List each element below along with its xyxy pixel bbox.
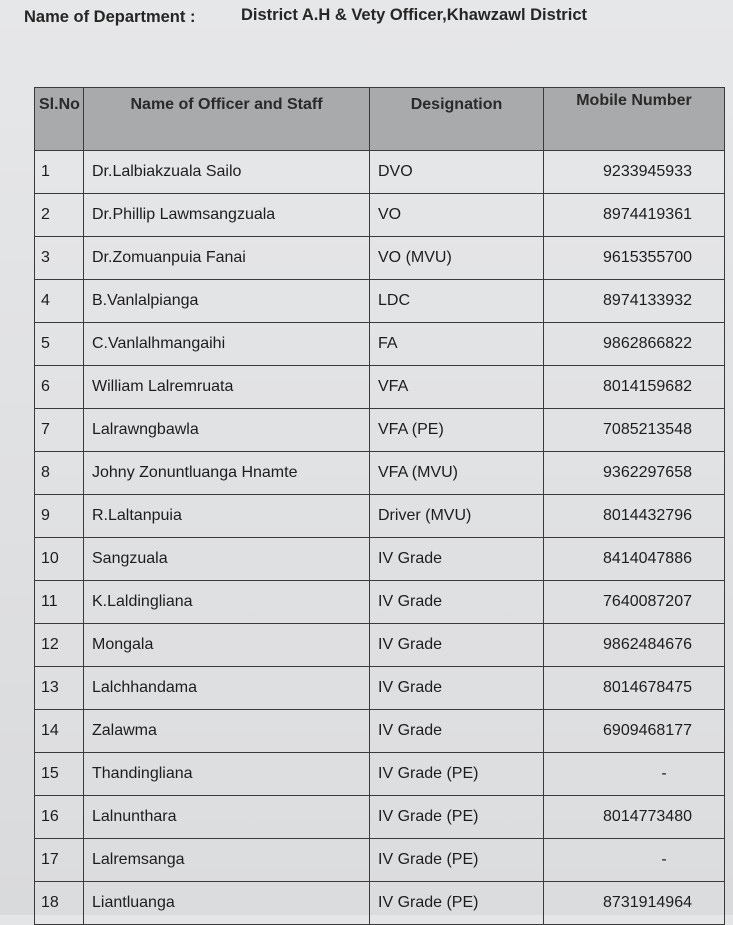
- cell-mobile: 8974133932: [544, 280, 725, 323]
- table-row: [35, 581, 725, 624]
- cell-designation: IV Grade: [370, 624, 544, 667]
- cell-name: Lalremsanga: [84, 839, 370, 882]
- table-row: [35, 796, 725, 839]
- cell-mobile: 6909468177: [544, 710, 725, 753]
- cell-sl-no: 8: [35, 452, 84, 495]
- table-row: [35, 323, 725, 366]
- table-header: [35, 88, 725, 151]
- cell-mobile: 8414047886: [544, 538, 725, 581]
- cell-name: Dr.Lalbiakzuala Sailo: [84, 151, 370, 194]
- cell-designation: IV Grade: [370, 581, 544, 624]
- cell-sl-no: 1: [35, 151, 84, 194]
- cell-mobile: 7640087207: [544, 581, 725, 624]
- cell-name: Johny Zonuntluanga Hnamte: [84, 452, 370, 495]
- cell-designation: LDC: [370, 280, 544, 323]
- cell-name: K.Laldingliana: [84, 581, 370, 624]
- cell-mobile: 8014678475: [544, 667, 725, 710]
- cell-designation: FA: [370, 323, 544, 366]
- table-row: [35, 237, 725, 280]
- cell-designation: IV Grade (PE): [370, 839, 544, 882]
- column-header-mobile: Mobile Number: [544, 88, 725, 151]
- cell-name: Sangzuala: [84, 538, 370, 581]
- table-row: [35, 667, 725, 710]
- cell-sl-no: 13: [35, 667, 84, 710]
- cell-mobile: 9862484676: [544, 624, 725, 667]
- cell-sl-no: 10: [35, 538, 84, 581]
- cell-name: Lalchhandama: [84, 667, 370, 710]
- cell-sl-no: 17: [35, 839, 84, 882]
- cell-mobile: 8974419361: [544, 194, 725, 237]
- cell-designation: IV Grade (PE): [370, 882, 544, 925]
- cell-designation: DVO: [370, 151, 544, 194]
- cell-mobile: 8731914964: [544, 882, 725, 925]
- department-heading: [24, 8, 714, 34]
- cell-designation: IV Grade: [370, 538, 544, 581]
- column-header-name: Name of Officer and Staff: [84, 88, 370, 151]
- cell-name: Thandingliana: [84, 753, 370, 796]
- cell-designation: VFA (MVU): [370, 452, 544, 495]
- cell-name: Mongala: [84, 624, 370, 667]
- table-row: [35, 151, 725, 194]
- cell-sl-no: 16: [35, 796, 84, 839]
- cell-mobile: 8014432796: [544, 495, 725, 538]
- cell-name: Dr.Zomuanpuia Fanai: [84, 237, 370, 280]
- cell-name: Zalawma: [84, 710, 370, 753]
- cell-mobile: 8014159682: [544, 366, 725, 409]
- cell-name: R.Laltanpuia: [84, 495, 370, 538]
- cell-name: C.Vanlalhmangaihi: [84, 323, 370, 366]
- cell-sl-no: 4: [35, 280, 84, 323]
- table-row: [35, 409, 725, 452]
- cell-designation: VFA: [370, 366, 544, 409]
- cell-mobile: 9233945933: [544, 151, 725, 194]
- cell-designation: Driver (MVU): [370, 495, 544, 538]
- cell-sl-no: 15: [35, 753, 84, 796]
- table-body: [35, 151, 725, 925]
- table-row: [35, 366, 725, 409]
- cell-sl-no: 7: [35, 409, 84, 452]
- table-row: [35, 194, 725, 237]
- column-header-sl-no: Sl.No: [35, 88, 84, 151]
- cell-mobile: -: [544, 753, 725, 796]
- cell-mobile: 7085213548: [544, 409, 725, 452]
- department-label: Name of Department :: [24, 8, 196, 26]
- cell-sl-no: 12: [35, 624, 84, 667]
- cell-mobile: -: [544, 839, 725, 882]
- cell-mobile: 9362297658: [544, 452, 725, 495]
- staff-table: [34, 87, 725, 925]
- cell-designation: IV Grade: [370, 710, 544, 753]
- cell-sl-no: 2: [35, 194, 84, 237]
- table-row: [35, 538, 725, 581]
- cell-mobile: 8014773480: [544, 796, 725, 839]
- cell-designation: IV Grade (PE): [370, 796, 544, 839]
- header-row: [35, 88, 725, 151]
- cell-sl-no: 18: [35, 882, 84, 925]
- cell-sl-no: 6: [35, 366, 84, 409]
- cell-name: Lalrawngbawla: [84, 409, 370, 452]
- cell-designation: IV Grade: [370, 667, 544, 710]
- cell-sl-no: 11: [35, 581, 84, 624]
- table-row: [35, 839, 725, 882]
- cell-designation: VFA (PE): [370, 409, 544, 452]
- table-row: [35, 280, 725, 323]
- column-header-designation: Designation: [370, 88, 544, 151]
- table-row: [35, 882, 725, 925]
- table-row: [35, 495, 725, 538]
- department-name: District A.H & Vety Officer,Khawzawl District: [241, 6, 587, 24]
- table-row: [35, 753, 725, 796]
- table-row: [35, 452, 725, 495]
- table-row: [35, 624, 725, 667]
- cell-sl-no: 5: [35, 323, 84, 366]
- cell-sl-no: 9: [35, 495, 84, 538]
- cell-mobile: 9615355700: [544, 237, 725, 280]
- table-row: [35, 710, 725, 753]
- cell-designation: IV Grade (PE): [370, 753, 544, 796]
- cell-name: B.Vanlalpianga: [84, 280, 370, 323]
- cell-name: Dr.Phillip Lawmsangzuala: [84, 194, 370, 237]
- cell-designation: VO (MVU): [370, 237, 544, 280]
- cell-designation: VO: [370, 194, 544, 237]
- cell-mobile: 9862866822: [544, 323, 725, 366]
- cell-name: Lalnunthara: [84, 796, 370, 839]
- cell-name: William Lalremruata: [84, 366, 370, 409]
- cell-name: Liantluanga: [84, 882, 370, 925]
- cell-sl-no: 3: [35, 237, 84, 280]
- cell-sl-no: 14: [35, 710, 84, 753]
